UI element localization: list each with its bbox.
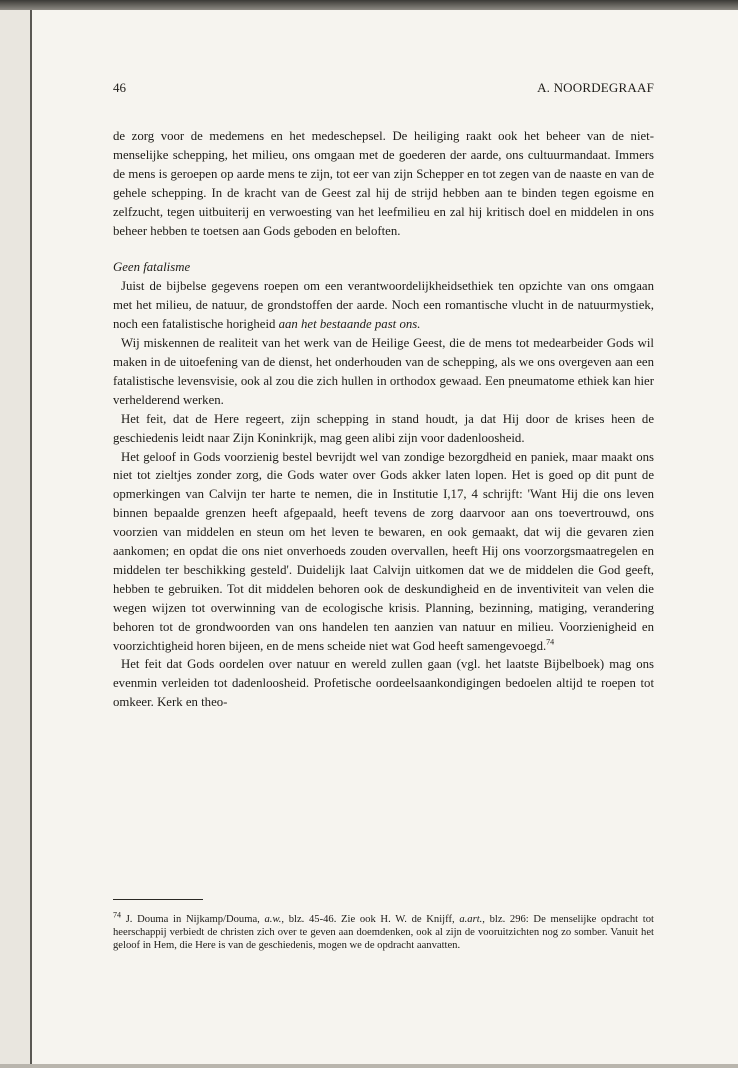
body-text — [113, 127, 654, 712]
emphasized-text: aan het bestaande past ons. — [278, 317, 421, 332]
paragraph-text: Juist de bijbelse gegevens roepen om een verantwoordelijkheidsethiek ten opzichte van ons omgaan met het milieu, de natuur, de grondstoffen der aarde. Noch een romantische vlucht in de natuurmystiek, noch een fatalistische horigheid — [113, 279, 654, 332]
paragraph: de zorg voor de medemens en het medeschepsel. De heiliging raakt ook het beheer van de niet-menselijke schepping, het milieu, ons omgaan met de goederen der aarde, ons cultuurmandaat. Immers de mens is geroepen op aarde mens te zijn, tot eer van zijn Schepper en tot zegen van de naaste en van de gehele schepping. In de kracht van de Geest zal hij de strijd hebben aan te binden tegen egoisme en zelfzucht, tegen uitbuiterij en verwoesting van het leefmilieu en zal hij kritisch doel en middelen in ons beheer hebben te toetsen aan Gods geboden en beloften. — [113, 129, 654, 238]
scan-edge-top — [0, 0, 738, 10]
footnote-segment: , blz. 296: De menselijke opdracht tot heerschappij verbiedt de christen zich over te geven aan doemdenken, ook al zijn de vooruitzichten nog zo somber. Vanuit het geloof in Hem, die Here is van de geschiedenis, mogen we de opdracht aanvatten. — [113, 914, 654, 951]
footnote-reference[interactable]: 74 — [546, 637, 555, 647]
footnote-marker: 74 — [113, 910, 121, 920]
paragraph: Het feit, dat de Here regeert, zijn schepping in stand houdt, ja dat Hij door de krises heen de geschiedenis leidt naar Zijn Koninkrijk, mag geen alibi zijn voor dadenloosheid. — [113, 411, 654, 445]
paragraph-text: Het geloof in Gods voorzienig bestel bevrijdt wel van zondige bezorgdheid en paniek, maar maakt ons niet tot zieltjes zonder zorg, die Gods water over Gods akker laten lopen. Het is goed op dit punt de opmerkingen van Calvijn ter harte te nemen, die in Institutie I,17, 4 schrijft: 'Want Hij die ons leven binnen bepaalde grenzen heeft afgepaald, heeft tevens de zorg daarvoor aan ons toevertrouwd, ons voorzien van middelen en steun om het leven te bewaren, en ook gemaakt, dat wij die gevaren zien aankomen; en opdat die ons niet onverhoeds zouden overvallen, heeft Hij ons voorzorgsmaatregelen en middelen ter beschikking gesteld'. Duidelijk laat Calvijn uitkomen dat we de middelen die God geeft, hebben te gebruiken. Tot dit middelen behoren ook de deskundigheid en de inventiviteit van velen die wegen wijzen tot overwinning van de ecologische krisis. Planning, bezinning, matiging, verandering behoren tot de grondwoorden van ons handelen ten aanzien van natuur en milieu. Voorzienigheid en voorzichtigheid horen bijeen, en de mens scheide niet wat God heeft samengevoegd. — [113, 449, 654, 653]
section-heading: Geen fatalisme — [113, 260, 191, 275]
paragraph: Het feit dat Gods oordelen over natuur en wereld zullen gaan (vgl. het laatste Bijbelboek) mag ons evenmin verleiden tot dadenloosheid. Profetische oordeelsaankondigingen bedoelen altijd te roepen tot omkeer. Kerk en theo- — [113, 657, 654, 710]
page-number: 46 — [113, 80, 126, 95]
page-header — [113, 80, 654, 100]
footnote — [113, 910, 654, 952]
scan-edge-bottom — [0, 1064, 738, 1068]
footnote-text — [113, 910, 654, 952]
running-head-author: A. NOORDEGRAAF — [537, 80, 654, 95]
paragraph: Wij miskennen de realiteit van het werk van de Heilige Geest, die de mens tot medearbeider Gods wil maken in de uitoefening van de dienst, het onderhouden van de schepping, als we ons overgeven aan een fatalistische levensvisie, ook al zou die zich hullen in orthodox gewaad. Een pneumatome ethiek kan hier verhelderend werken. — [113, 336, 654, 407]
footnote-citation: a.art. — [459, 914, 483, 925]
paragraph — [113, 448, 654, 656]
footnote-segment: J. Douma in Nijkamp/Douma, — [121, 914, 265, 925]
footnote-segment: , blz. 45-46. Zie ook H. W. de Knijff, — [281, 914, 460, 925]
footnote-separator — [113, 899, 203, 900]
paragraph — [113, 277, 654, 334]
footnote-citation: a.w. — [264, 914, 282, 925]
